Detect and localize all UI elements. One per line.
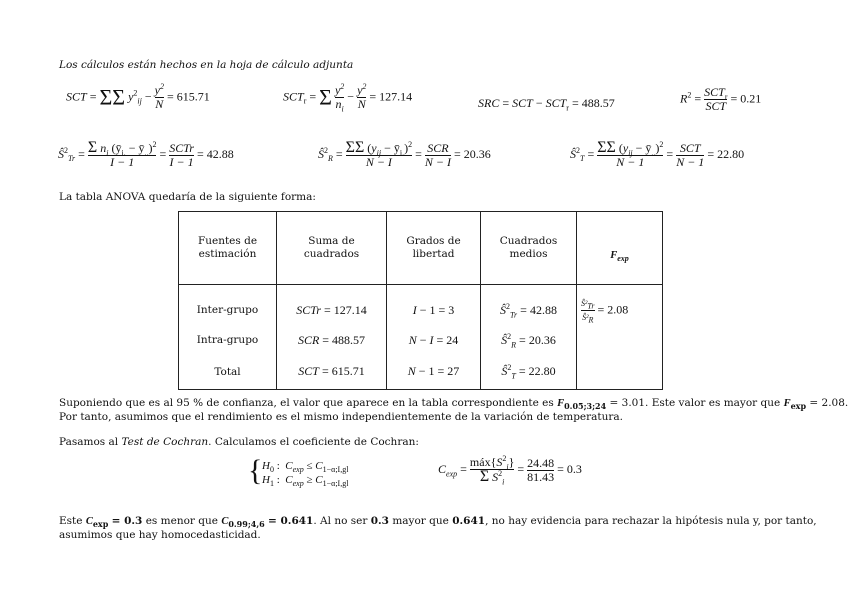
formula-r2: $R^2$ = $\frac{SCT_r}{\text{SCT}}$ = 0.21 [680,85,762,113]
formula-st: $Ŝ^2_T$ = $\frac{\Sigma\Sigma (y_{ij} - ȳ_{..})^2}{N - 1}$ = $\frac{\text{SCT}}{N - 1}$ = 22.80 [570,139,745,169]
formula-str: $Ŝ^2_{Tr}$ = $\frac{\Sigma n_i (ȳ_{i.} - ȳ_{..})^2}{I - 1}$ = $\frac{\text{SCTr}}{I - 1}$ = 42.88 [58,139,234,169]
table-row [179,355,663,389]
cell-ms: $Ŝ^2_{Tr} = 42.88$ [481,285,577,326]
table-row [179,325,663,355]
formula-src: SRC = SCT − $SCT_r = 488.57$ [478,96,615,113]
formula-sr: $Ŝ^2_R$ = $\frac{\Sigma\Sigma (y_{ij} - ȳ_{i.})^2}{N - I}$ = $\frac{\text{SCR}}{N - I}$ = 20.36 [318,139,491,169]
hypothesis-h0: $H_0$ : $C_{exp} \le C_{1-\alpha;I,gl}$ [262,460,349,475]
cell-ms: $Ŝ^2_R = 20.36$ [481,325,577,355]
paragraph-fisher-1: Suponiendo que es al 95 % de confianza, el valor que aparece en la tabla correspondiente es $F_{0.05;3;24} = 3.01$. Este valor es mayor que $F_{exp} = 2.08$. [59,397,848,412]
table-intro: La tabla ANOVA quedaría de la siguiente forma: [59,191,316,203]
cell-ms: $Ŝ^2_T = 22.80$ [481,355,577,389]
cell-df: I − 1 = 3 [387,285,481,326]
hypothesis-brace: { [248,454,263,487]
anova-table [178,211,663,390]
header-fexp: $F_{exp}$ [577,212,663,285]
cell-f [577,325,663,355]
paragraph-fisher-2: Por tanto, asumimos que el rendimiento es el mismo independientemente de la variación de temperatura. [59,411,624,423]
cell-source: Inter-grupo [179,285,277,326]
cell-ss: SCR = 488.57 [277,325,387,355]
paragraph-conclusion-2: asumimos que hay homocedasticidad. [59,529,261,541]
cell-ss: SCTr = 127.14 [277,285,387,326]
cell-f [577,355,663,389]
intro-text: Los cálculos están hechos en la hoja de cálculo adjunta [59,59,354,71]
formula-sctr: $SCT_r = \Sigma$ $\frac{y^2}{n_i}$ − $\frac{y^2}{N}$ = 127.14 [283,82,413,114]
header-fuentes: Fuentes de estimación [179,212,277,285]
cell-source: Total [179,355,277,389]
table-row [179,285,663,326]
hypothesis-h1: $H_1$ : $C_{exp} \ge C_{1-\alpha;I,gl}$ [262,474,349,489]
cell-df: N − I = 24 [387,325,481,355]
cell-source: Intra-grupo [179,325,277,355]
cell-ss: SCT = 615.71 [277,355,387,389]
table-header-row [179,212,663,285]
formula-sct: SCT = ΣΣ $y^2_{ij}$ − $\frac{y^2}{N}$ = 615.71 [66,82,210,111]
header-cuadrados: Cuadrados medios [481,212,577,285]
cell-f: $\frac{Ŝ^2_{Tr}}{Ŝ^2_R}$ = 2.08 [577,285,663,326]
header-suma: Suma de cuadrados [277,212,387,285]
paragraph-conclusion-1: Este $C_{exp} = 0.3$ es menor que $C_{0.99;4,6} = 0.641$. Al no ser 0.3 mayor que 0.641, no hay evidencia para rechazar la hipótesis nula y, por tanto, [59,515,817,530]
formula-cochran: $C_{exp}$ = $\frac{máx\{S^2_i\}}{\Sigma S^2_i}$ = $\frac{24.48}{81.43}$ = 0.3 [438,454,582,487]
cell-df: N − 1 = 27 [387,355,481,389]
header-grados: Grados de libertad [387,212,481,285]
paragraph-cochran-intro: Pasamos al Test de Cochran. Calculamos el coeficiente de Cochran: [59,436,419,448]
